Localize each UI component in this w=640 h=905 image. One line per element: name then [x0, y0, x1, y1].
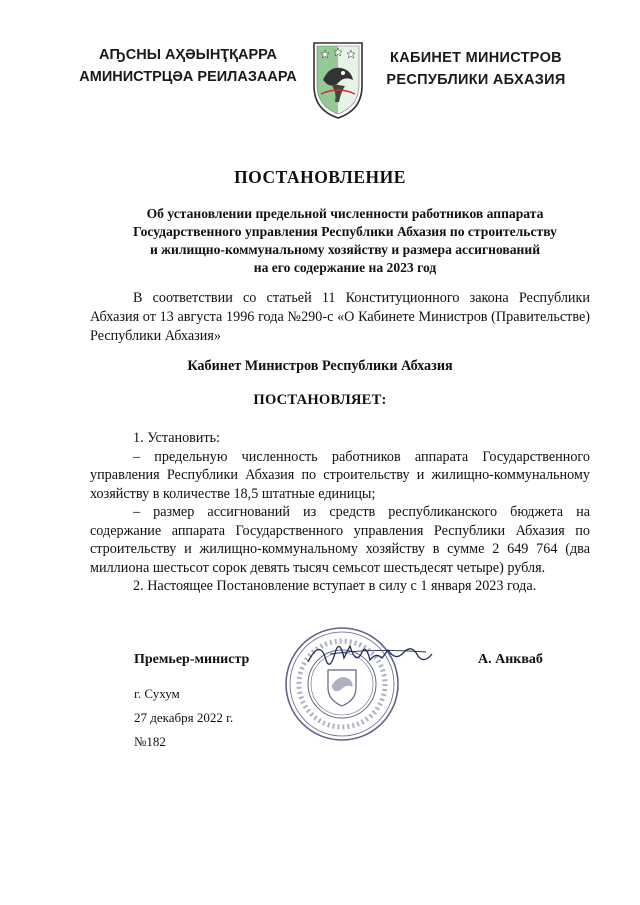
subject-line: Об установлении предельной численности работников аппарата: [146, 206, 544, 221]
document-number: №182: [134, 734, 166, 749]
issuing-body: Кабинет Министров Республики Абхазия: [187, 358, 453, 374]
signatory-role: Премьер-министр: [134, 652, 250, 667]
header-russian-line2: РЕСПУБЛИКИ АБХАЗИЯ: [386, 72, 566, 88]
header-abkhaz: [78, 44, 298, 88]
resolution-body: [90, 429, 590, 596]
document-metadata: [134, 682, 233, 754]
header-russian-line1: КАБИНЕТ МИНИСТРОВ: [390, 50, 562, 66]
preamble-paragraph: В соответствии со статьей 11 Конституционного закона Республики Абхазия от 13 августа 1996 года №290-с «О Кабинете Министров (Правительстве) Республики Абхазия»: [90, 290, 590, 344]
state-emblem-icon: [311, 40, 365, 120]
header-russian: [376, 47, 576, 91]
item-2: 2. Настоящее Постановление вступает в силу с 1 января 2023 года.: [133, 578, 537, 594]
subject-line: и жилищно-коммунальному хозяйству и размера ассигнований: [149, 242, 541, 257]
item-1-a: – предельную численность работников аппарата Государственного управления Республики Абхазия по строительству и жилищно-коммунальному хозяйству в количестве 18,5 штатные единицы;: [90, 448, 590, 502]
resolves-heading: ПОСТАНОВЛЯЕТ:: [253, 392, 387, 408]
issue-place: г. Сухум: [134, 686, 180, 701]
header-abkhaz-line1: АҦСНЫ АҲӘЫНҬҚАРРА: [98, 47, 278, 63]
subject-line: Государственного управления Республики Абхазия по строительству: [133, 224, 557, 239]
document-subject: [100, 205, 590, 277]
header-abkhaz-line2: АМИНИСТРЦӘА РЕИЛАЗААРА: [79, 69, 297, 85]
document-title: ПОСТАНОВЛЕНИЕ: [234, 167, 406, 187]
signatory-name: А. Анкваб: [478, 652, 543, 667]
item-1-b: – размер ассигнований из средств республиканского бюджета на содержание аппарата Государственного управления Республики Абхазия по строительству и жилищно-коммунальному хозяйству в сумме 2 649 764 (два миллиона шестьсот сорок девять тысяч семьсот шестьдесят четыре) рубля.: [90, 504, 590, 576]
subject-line: на его содержание на 2023 год: [253, 260, 437, 275]
issue-date: 27 декабря 2022 г.: [134, 710, 234, 725]
item-1: 1. Установить:: [133, 430, 221, 446]
handwritten-signature-icon: [300, 632, 440, 677]
